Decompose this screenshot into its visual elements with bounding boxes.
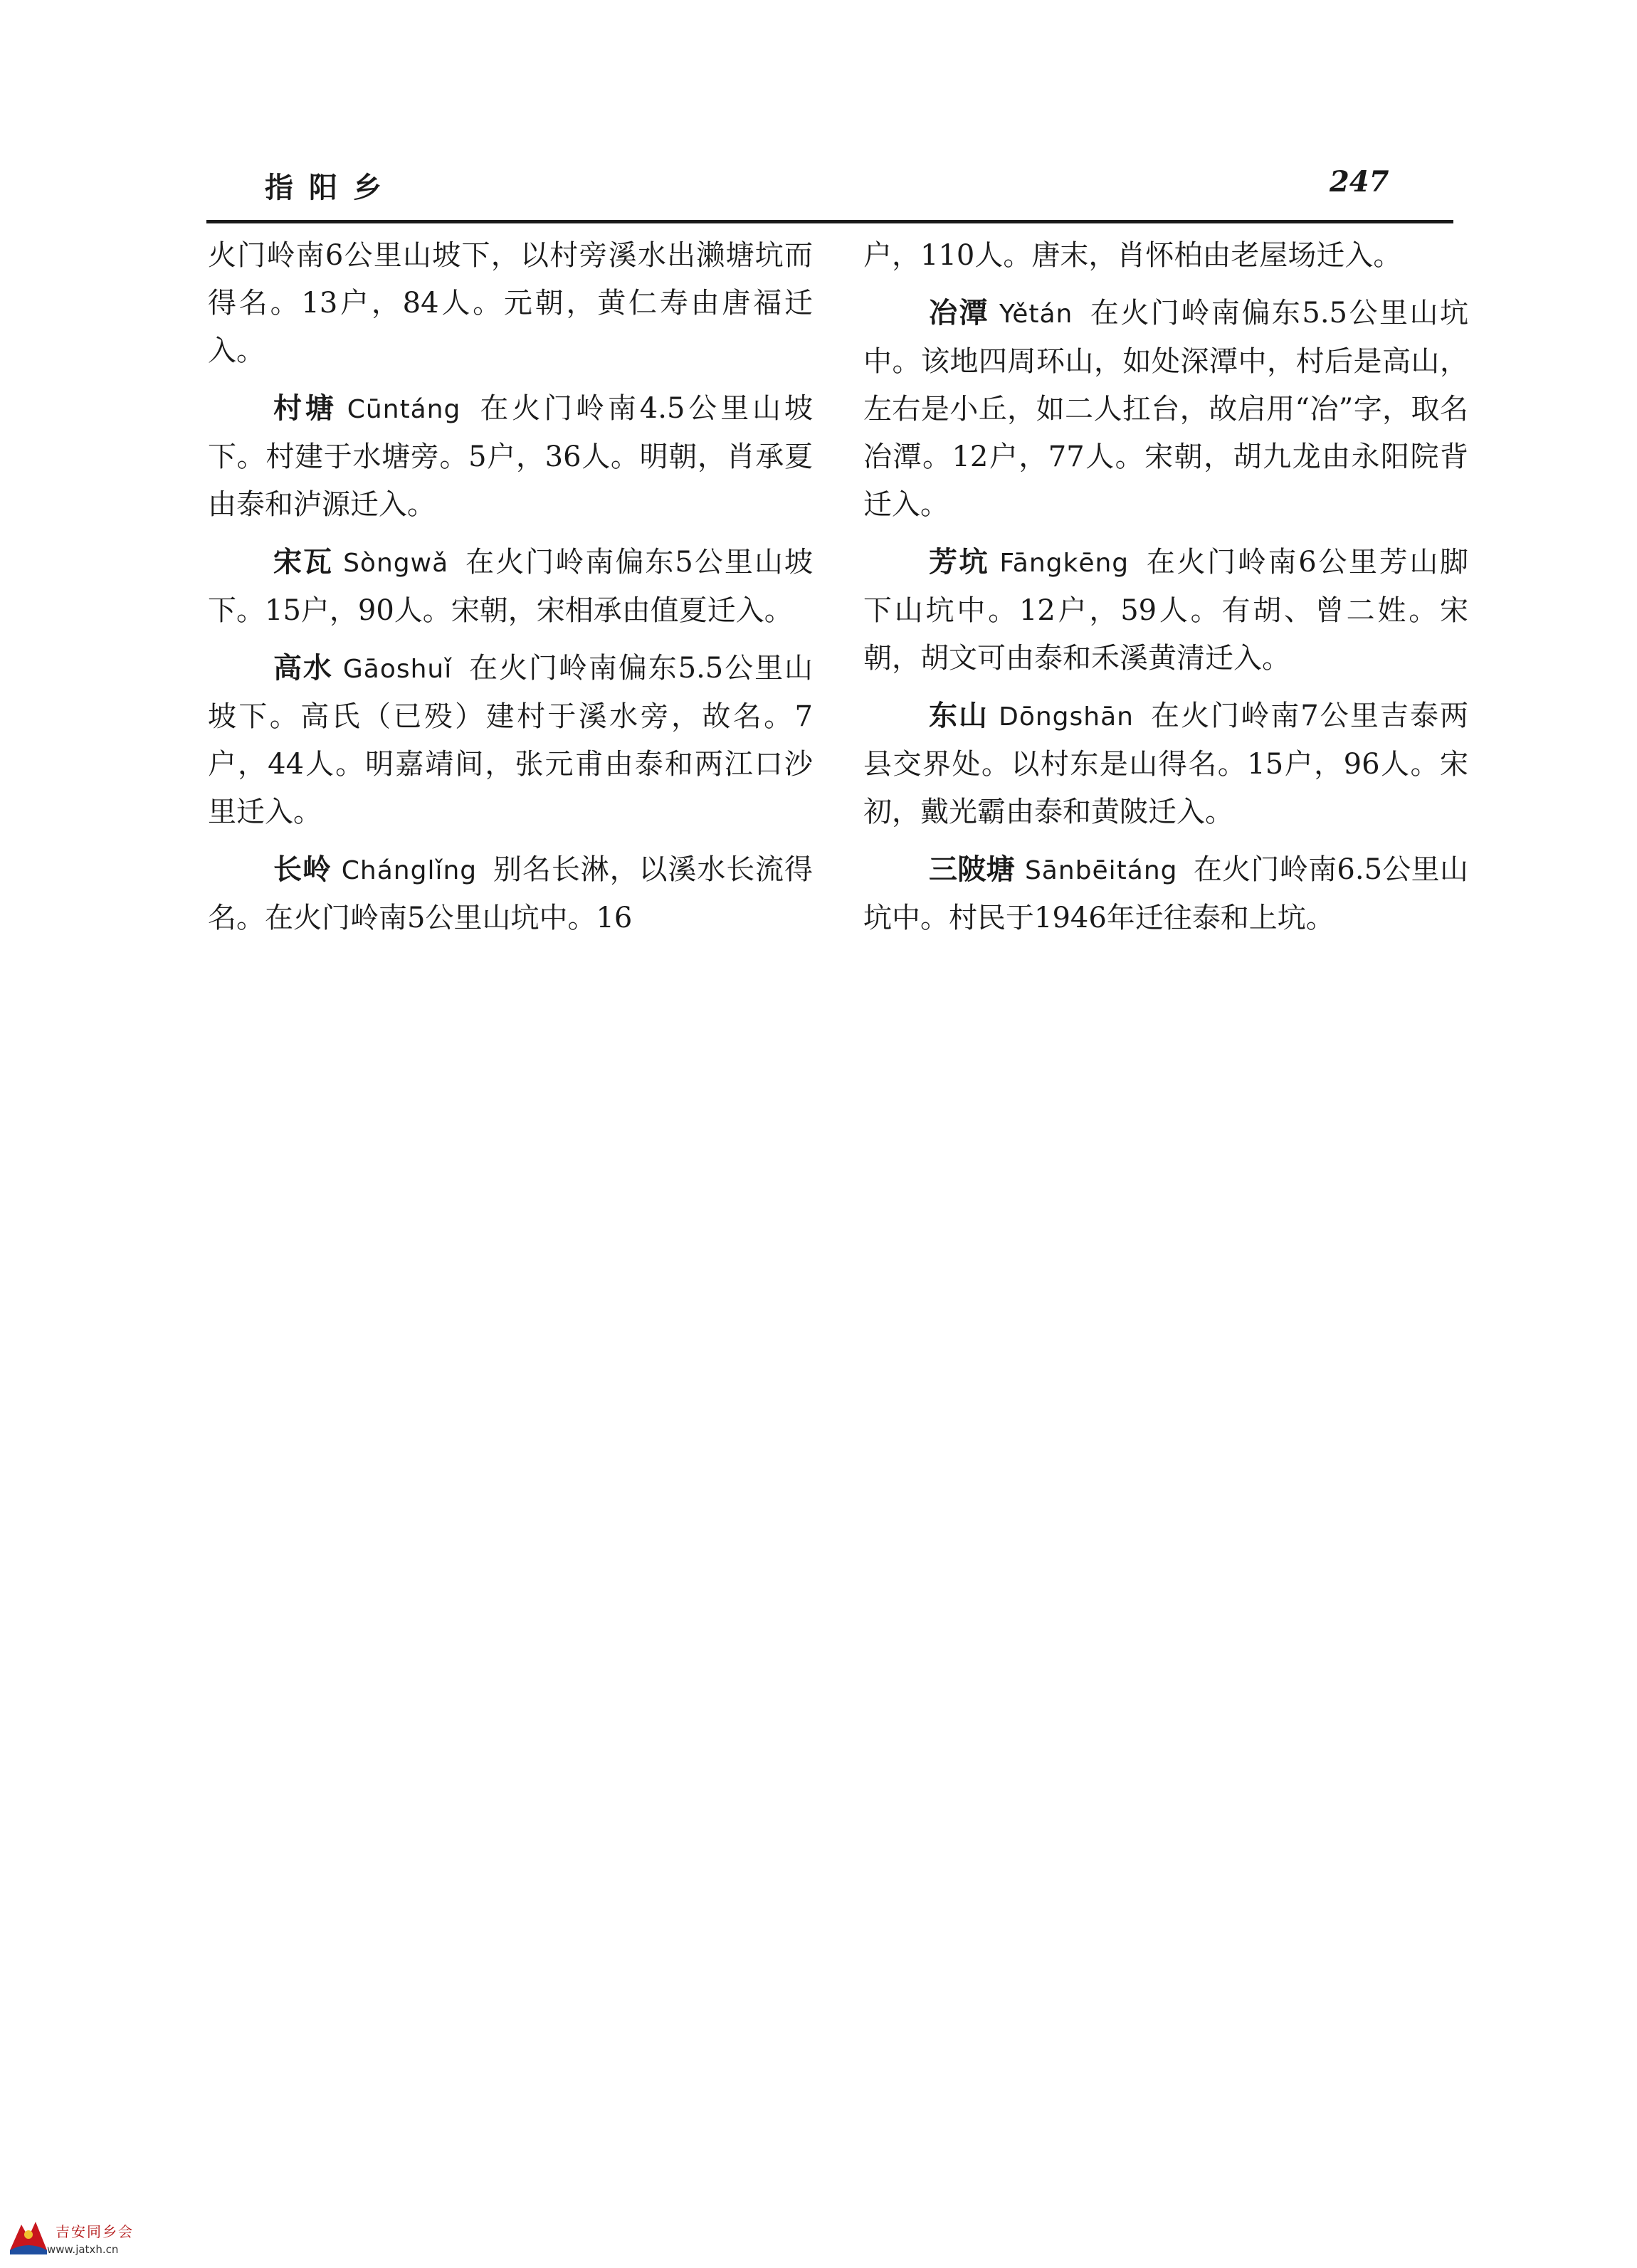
page-number: 247: [1330, 165, 1389, 199]
entry-text: 在火门岭南偏东5.5公里山坡下。高氏（已殁）建村于溪水旁，故名。7户，44人。明嘉靖间，张元甫由泰和两江口沙里迁入。: [208, 652, 814, 828]
entry-text: 在火门岭南4.5公里山坡下。村建于水塘旁。5户，36人。明朝，肖承夏由泰和泸源迁入。: [208, 392, 813, 521]
entry-yetan: [863, 289, 1468, 529]
entry-name: 东山: [929, 699, 989, 732]
entry-gaoshui: [208, 644, 813, 836]
entry-text: 火门岭南6公里山坡下，以村旁溪水出濑塘坑而得名。13户，84人。元朝，黄仁寿由唐福迁入。: [208, 239, 813, 367]
watermark-text: 吉安同乡会: [56, 2223, 134, 2240]
entry-pinyin: Yětán: [999, 300, 1073, 329]
entry-text: 在火门岭南7公里吉泰两县交界处。以村东是山得名。15户，96人。宋初，戴光霸由泰和黄陂迁入。: [863, 700, 1469, 828]
entry-text: 在火门岭南6公里芳山脚下山坑中。12户，59人。有胡、曾二姓。宋朝，胡文可由泰和禾溪黄清迁入。: [863, 546, 1469, 675]
entry-name: 芳坑: [929, 545, 990, 579]
entry-text: 在火门岭南6.5公里山坑中。村民于1946年迁往泰和上坑。: [863, 853, 1468, 934]
watermark-url: www.jatxh.cn: [47, 2243, 119, 2256]
watermark: [4, 2215, 196, 2262]
entry-pinyin: Dōngshān: [999, 702, 1134, 732]
entry-name: 村塘: [273, 391, 337, 425]
left-column: [208, 232, 813, 951]
entry-pinyin: Fāngkēng: [999, 549, 1130, 578]
entry-name: 冶潭: [929, 296, 990, 329]
right-column: [863, 232, 1468, 951]
watermark-logo-icon: [7, 2219, 50, 2257]
header-divider: [206, 220, 1453, 223]
entry-name: 长岭: [273, 853, 332, 886]
entry-dongshan: [863, 692, 1468, 836]
entry-pinyin: Sānbēitáng: [1024, 856, 1178, 885]
entry-fangkeng: [863, 538, 1468, 682]
entry-pinyin: Chánglǐng: [341, 856, 478, 885]
entry-pinyin: Gāoshuǐ: [342, 655, 453, 684]
entry-sanbeitang: [863, 845, 1468, 942]
entry-text: 别名长淋，以溪水长流得名。在火门岭南5公里山坑中。16: [208, 853, 814, 934]
entry-pinyin: Cūntáng: [347, 395, 461, 424]
entry-pinyin: Sòngwǎ: [343, 549, 449, 578]
entry-text: 在火门岭南偏东5.5公里山坑中。该地四周环山，如处深潭中，村后是高山，左右是小丘，如二人扛台，故启用“冶”字，取名冶潭。12户，77人。宋朝，胡九龙由永阳院背迁入。: [863, 297, 1469, 521]
entry-text: 户，110人。唐末，肖怀柏由老屋场迁入。: [863, 239, 1402, 272]
entry-text: 在火门岭南偏东5公里山坡下。15户，90人。宋朝，宋相承由值夏迁入。: [208, 546, 814, 627]
entry-changling: [208, 845, 813, 942]
entry-cuntang: [208, 384, 813, 529]
entry-name: 三陂塘: [929, 853, 1015, 886]
entry-name: 高水: [273, 651, 333, 685]
entry-name: 宋瓦: [273, 545, 334, 579]
entry-continuation: [863, 232, 1468, 280]
entry-continuation: [208, 232, 813, 375]
page-title: 指阳乡: [265, 171, 397, 204]
entry-songwa: [208, 538, 813, 635]
